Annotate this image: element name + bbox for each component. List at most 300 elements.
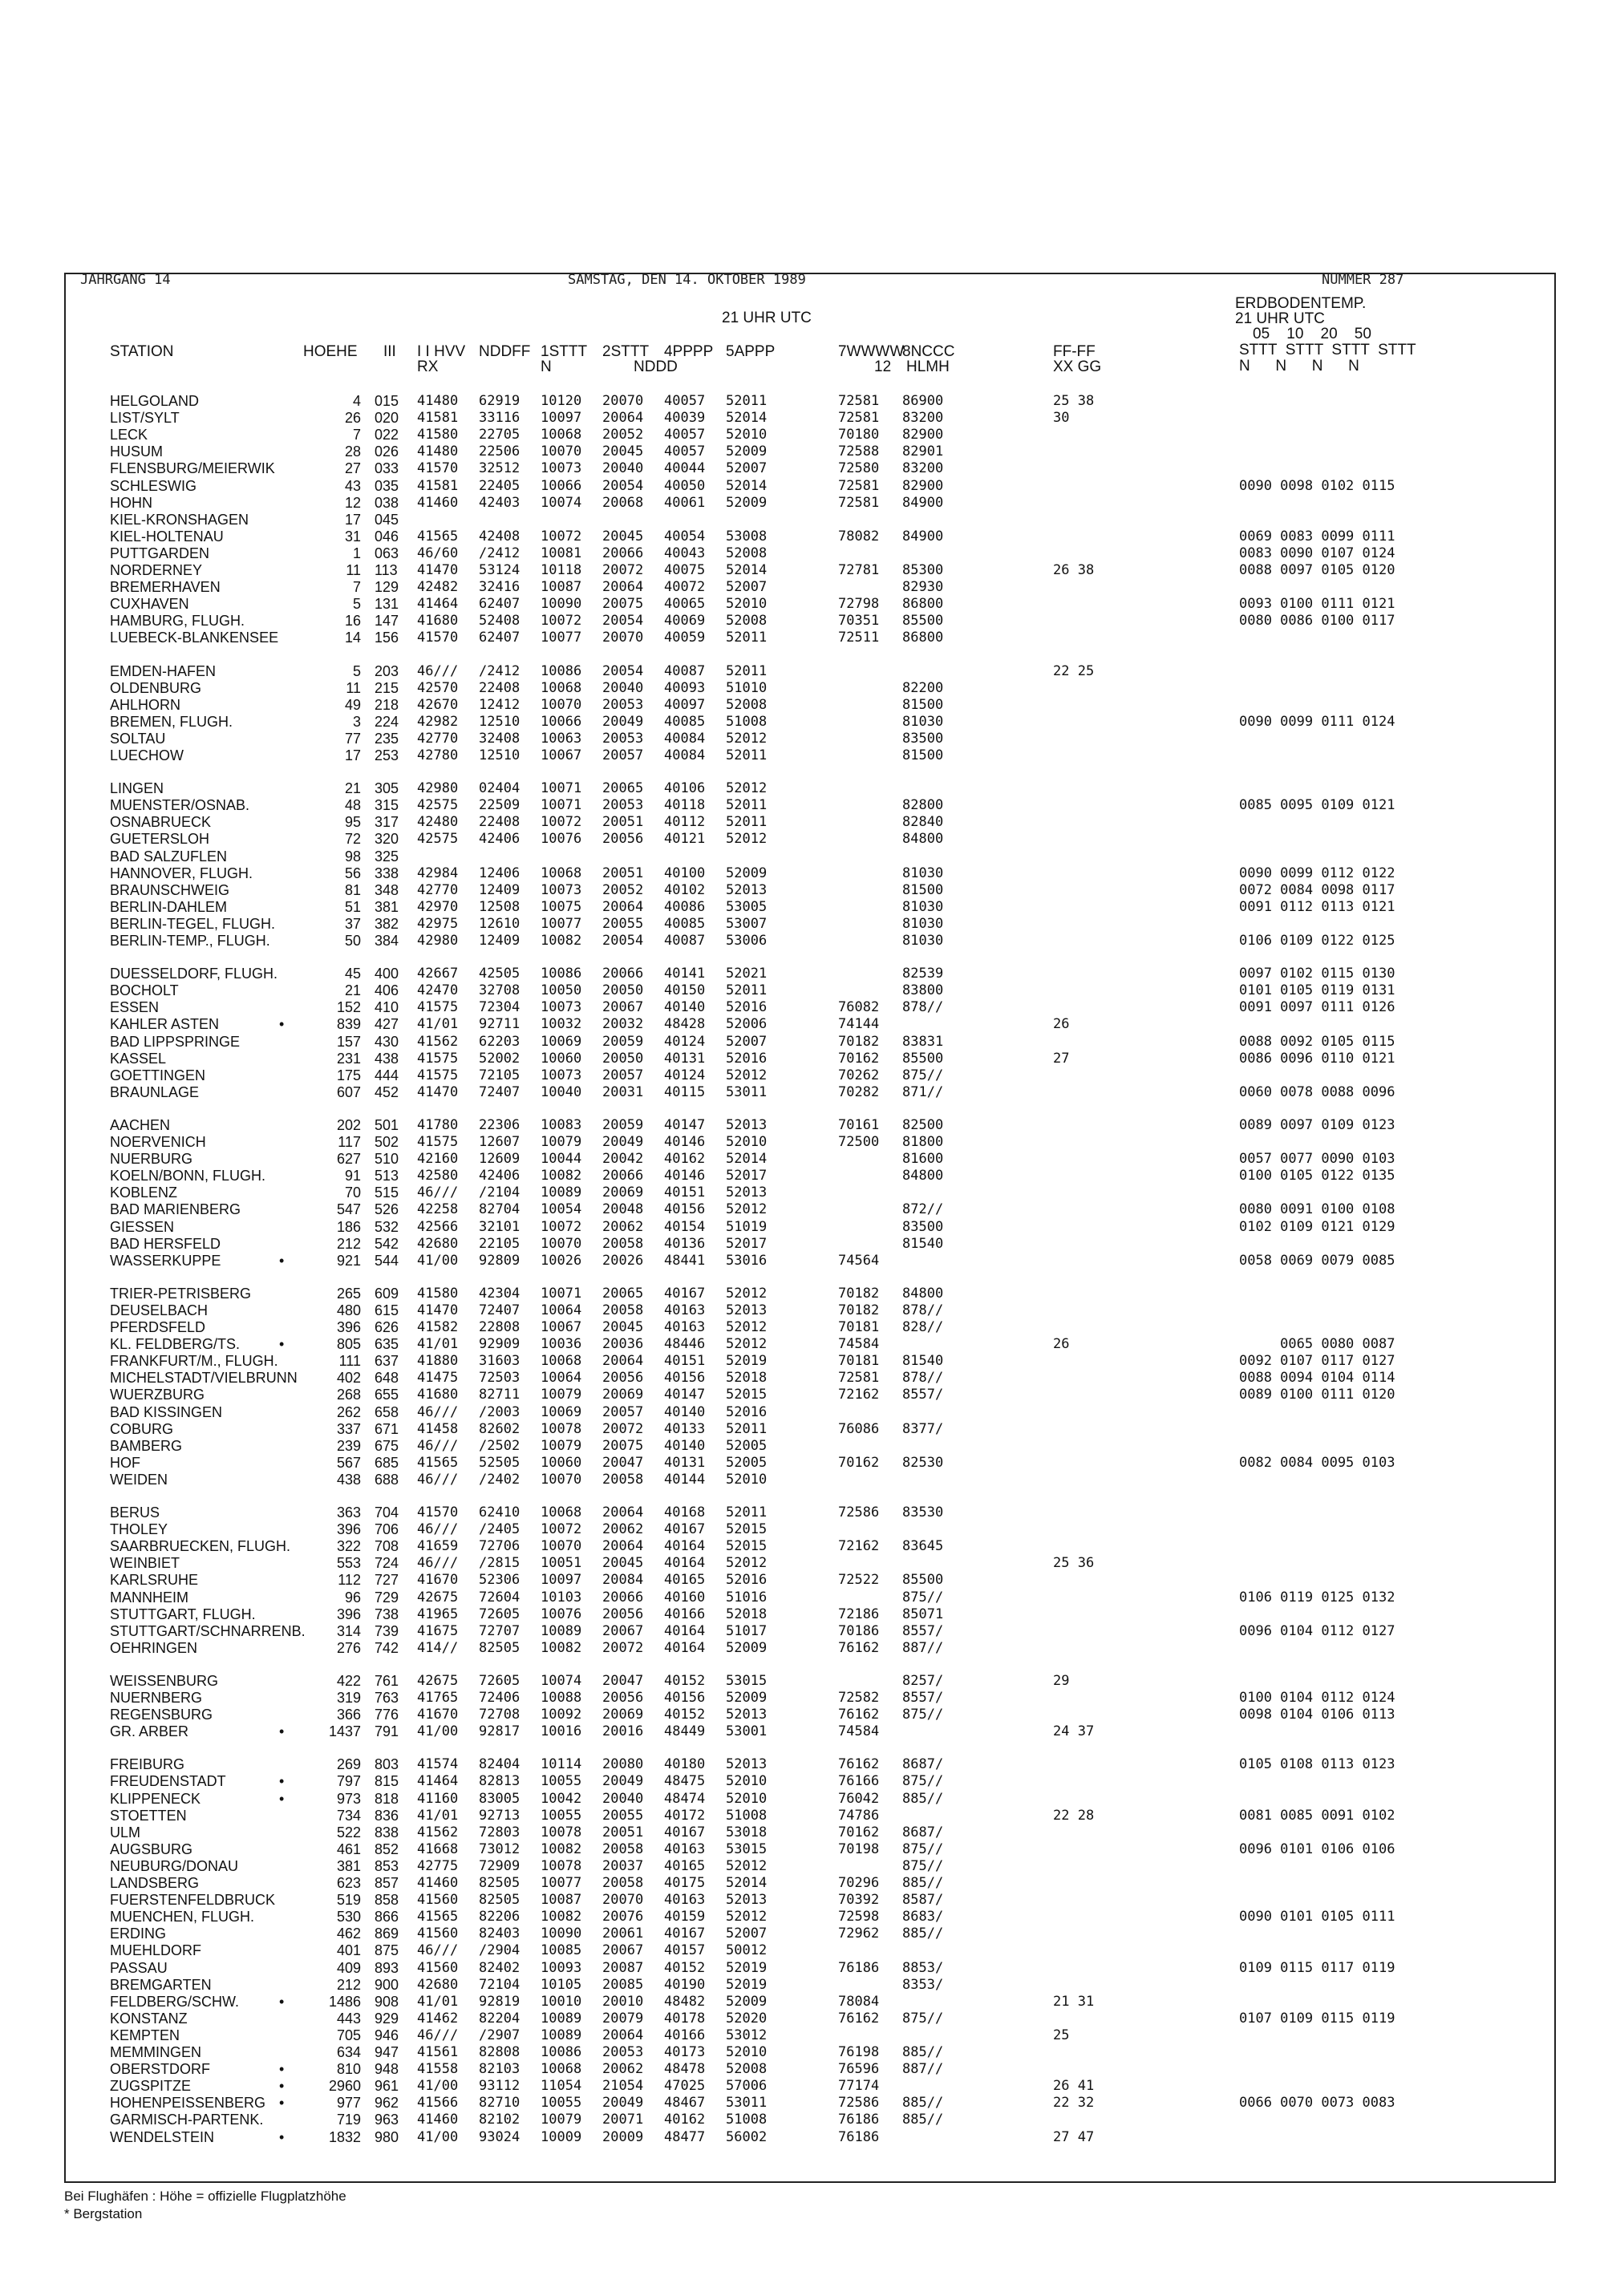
group-4pppp: 40069: [664, 613, 706, 630]
station-id: 430: [375, 1033, 399, 1050]
group-1sttt: 10118: [541, 562, 582, 578]
table-row: [0, 1791, 1604, 1807]
table-row: [0, 747, 1604, 763]
table-row: [0, 2027, 1604, 2043]
group-soil-temp: 0105 0108 0113 0123: [1239, 1756, 1395, 1773]
group-2sttt: 20064: [602, 1353, 644, 1370]
group-soil-temp: 0107 0109 0115 0119: [1239, 2010, 1395, 2027]
group-4pppp: 40072: [664, 579, 706, 596]
group-5appp: 52012: [726, 1201, 768, 1218]
group-1sttt: 10082: [541, 1168, 582, 1184]
station-height: 21: [344, 780, 361, 797]
group-7wwww: 72588: [838, 443, 880, 460]
group-soil-temp: 0089 0097 0109 0123: [1239, 1116, 1395, 1133]
group-4pppp: 48475: [664, 1773, 706, 1790]
table-row: [0, 1942, 1604, 1958]
group-hvv: 41675: [417, 1622, 459, 1639]
group-4pppp: 40178: [664, 2010, 706, 2027]
group-4pppp: 40140: [664, 1403, 706, 1420]
group-2sttt: 20042: [602, 1151, 644, 1168]
group-1sttt: 10089: [541, 1622, 582, 1639]
table-row: [0, 1370, 1604, 1386]
group-8nccc: 86800: [902, 630, 944, 646]
mountain-marker: •: [279, 2061, 285, 2078]
group-hvv: 41581: [417, 410, 459, 427]
group-7wwww: 77174: [838, 2078, 880, 2095]
group-hvv: 46/60: [417, 545, 459, 561]
station-name: HELGOLAND: [110, 393, 200, 409]
station-height: 212: [336, 1976, 361, 1993]
table-row: [0, 1051, 1604, 1067]
group-nddff: /2502: [479, 1437, 520, 1454]
group-4pppp: 40159: [664, 1909, 706, 1925]
group-5appp: 52009: [726, 1639, 768, 1656]
group-5appp: 52016: [726, 999, 768, 1016]
group-nddff: 12409: [479, 933, 520, 949]
group-1sttt: 10042: [541, 1790, 582, 1807]
station-id: 739: [375, 1622, 399, 1639]
group-1sttt: 10070: [541, 1471, 582, 1488]
group-7wwww: 70162: [838, 1454, 880, 1471]
group-hvv: 42970: [417, 898, 459, 915]
group-7wwww: 70182: [838, 1302, 880, 1318]
group-1sttt: 10070: [541, 1235, 582, 1252]
group-soil-temp: 0086 0096 0110 0121: [1239, 1050, 1395, 1067]
table-row: [0, 1184, 1604, 1201]
group-1sttt: 10055: [541, 2095, 582, 2112]
group-soil-temp: 0090 0099 0112 0122: [1239, 865, 1395, 881]
group-2sttt: 20036: [602, 1336, 644, 1353]
group-4pppp: 40144: [664, 1471, 706, 1488]
station-id: 502: [375, 1134, 399, 1150]
station-name: AACHEN: [110, 1116, 171, 1133]
group-7wwww: 72586: [838, 2095, 880, 2112]
station-id: 852: [375, 1840, 399, 1857]
group-5appp: 52016: [726, 1572, 768, 1589]
station-id: 384: [375, 933, 399, 949]
group-1sttt: 10086: [541, 966, 582, 982]
group-1sttt: 10070: [541, 443, 582, 460]
station-id: 513: [375, 1168, 399, 1184]
group-5appp: 52012: [726, 730, 768, 747]
group-hvv: 42160: [417, 1151, 459, 1168]
group-1sttt: 10078: [541, 1420, 582, 1437]
table-row: [0, 1858, 1604, 1874]
group-1sttt: 10082: [541, 933, 582, 949]
group-nddff: 42406: [479, 1168, 520, 1184]
group-4pppp: 40164: [664, 1555, 706, 1572]
station-name: LANDSBERG: [110, 1875, 200, 1891]
station-height: 322: [336, 1538, 361, 1555]
group-nddff: 72605: [479, 1672, 520, 1689]
col-station: STATION: [110, 343, 174, 360]
group-4pppp: 40156: [664, 1370, 706, 1387]
station-id: 063: [375, 545, 399, 561]
group-hvv: 41480: [417, 443, 459, 460]
group-nddff: 22506: [479, 443, 520, 460]
group-1sttt: 10051: [541, 1555, 582, 1572]
group-1sttt: 10097: [541, 410, 582, 427]
group-nddff: 82102: [479, 2112, 520, 2128]
table-row: [0, 2112, 1604, 2128]
station-id: 026: [375, 443, 399, 460]
station-name: STOETTEN: [110, 1807, 187, 1824]
group-hvv: 46///: [417, 1437, 459, 1454]
group-1sttt: 10060: [541, 1050, 582, 1067]
group-nddff: /2412: [479, 545, 520, 561]
table-row: [0, 663, 1604, 679]
group-5appp: 53015: [726, 1840, 768, 1857]
group-soil-temp: 0060 0078 0088 0096: [1239, 1083, 1395, 1100]
station-height: 381: [336, 1857, 361, 1874]
group-5appp: 52010: [726, 1134, 768, 1150]
station-id: 501: [375, 1116, 399, 1133]
group-7wwww: 70392: [838, 1892, 880, 1909]
station-height: 70: [344, 1184, 361, 1201]
station-height: 396: [336, 1606, 361, 1622]
group-5appp: 52007: [726, 1925, 768, 1942]
table-row: [0, 528, 1604, 545]
group-hvv: 42675: [417, 1589, 459, 1606]
group-nddff: 73012: [479, 1840, 520, 1857]
group-4pppp: 40163: [664, 1319, 706, 1335]
group-hvv: 41575: [417, 1050, 459, 1067]
group-8nccc: 82200: [902, 679, 944, 696]
group-nddff: 72304: [479, 999, 520, 1016]
table-row: [0, 478, 1604, 494]
group-2sttt: 20087: [602, 1959, 644, 1976]
table-row: [0, 1606, 1604, 1622]
station-height: 719: [336, 2112, 361, 2128]
group-hvv: 41460: [417, 1875, 459, 1891]
group-5appp: 52014: [726, 1875, 768, 1891]
station-height: 921: [336, 1252, 361, 1269]
station-id: 320: [375, 831, 399, 848]
table-row: [0, 1336, 1604, 1352]
station-id: 869: [375, 1925, 399, 1942]
station-id: 532: [375, 1218, 399, 1235]
group-7wwww: 70282: [838, 1083, 880, 1100]
group-5appp: 51010: [726, 679, 768, 696]
station-id: 900: [375, 1976, 399, 1993]
group-hvv: 42470: [417, 982, 459, 999]
group-hvv: 41765: [417, 1690, 459, 1706]
volume-label: JAHRGANG 14: [80, 272, 171, 288]
group-hvv: 41/01: [417, 1993, 459, 2010]
group-2sttt: 20049: [602, 1134, 644, 1150]
table-row: [0, 1253, 1604, 1269]
station-name: KIEL-KRONSHAGEN: [110, 511, 249, 528]
group-2sttt: 20054: [602, 613, 644, 630]
group-4pppp: 40190: [664, 1976, 706, 1993]
station-id: 738: [375, 1606, 399, 1622]
station-height: 7: [352, 579, 361, 596]
group-2sttt: 20069: [602, 1387, 644, 1403]
group-2sttt: 20068: [602, 494, 644, 511]
station-id: 046: [375, 528, 399, 545]
table-row: [0, 780, 1604, 796]
group-1sttt: 10071: [541, 797, 582, 814]
table-row: [0, 2095, 1604, 2111]
group-nddff: 82505: [479, 1875, 520, 1891]
group-1sttt: 10075: [541, 898, 582, 915]
group-nddff: 82704: [479, 1201, 520, 1218]
station-id: 317: [375, 814, 399, 831]
table-row: [0, 1016, 1604, 1032]
group-5appp: 52013: [726, 1302, 768, 1318]
group-2sttt: 20054: [602, 662, 644, 679]
group-7wwww: 74584: [838, 1723, 880, 1740]
group-ff: 27 47: [1053, 2128, 1095, 2145]
table-row: [0, 2061, 1604, 2077]
group-5appp: 52013: [726, 1116, 768, 1133]
group-1sttt: 10090: [541, 596, 582, 613]
group-2sttt: 20047: [602, 1454, 644, 1471]
group-ff: 25 38: [1053, 393, 1095, 409]
group-2sttt: 20070: [602, 630, 644, 646]
group-hvv: 41560: [417, 1925, 459, 1942]
group-1sttt: 10069: [541, 1033, 582, 1050]
group-8nccc: 875//: [902, 1707, 944, 1723]
station-name: TRIER-PETRISBERG: [110, 1285, 252, 1302]
table-row: [0, 1538, 1604, 1554]
group-4pppp: 40057: [664, 427, 706, 443]
group-hvv: 41561: [417, 2044, 459, 2060]
group-2sttt: 20040: [602, 679, 644, 696]
table-row: [0, 697, 1604, 713]
station-id: 626: [375, 1319, 399, 1335]
group-hvv: 42482: [417, 579, 459, 596]
group-5appp: 52017: [726, 1168, 768, 1184]
group-2sttt: 20062: [602, 2061, 644, 2078]
group-2sttt: 20065: [602, 1285, 644, 1302]
col-1sttt: 1STTT: [541, 343, 588, 360]
station-height: 31: [344, 528, 361, 545]
station-height: 314: [336, 1622, 361, 1639]
group-5appp: 53011: [726, 2095, 768, 2112]
group-hvv: 41480: [417, 393, 459, 409]
station-height: 12: [344, 494, 361, 511]
group-hvv: 41562: [417, 1824, 459, 1840]
station-id: 452: [375, 1083, 399, 1100]
mountain-marker: •: [279, 2078, 285, 2095]
group-4pppp: 40167: [664, 1925, 706, 1942]
group-soil-temp: 0065 0080 0087: [1239, 1336, 1395, 1353]
group-4pppp: 40151: [664, 1353, 706, 1370]
station-id: 131: [375, 596, 399, 613]
station-name: AHLHORN: [110, 696, 181, 713]
group-soil-temp: 0066 0070 0073 0083: [1239, 2095, 1395, 2112]
group-nddff: /2402: [479, 1471, 520, 1488]
group-8nccc: 81500: [902, 881, 944, 898]
station-height: 26: [344, 410, 361, 427]
table-row: [0, 1421, 1604, 1437]
group-7wwww: 74564: [838, 1252, 880, 1269]
station-height: 2960: [328, 2078, 361, 2095]
station-name: MUENSTER/OSNAB.: [110, 797, 250, 814]
group-nddff: /2815: [479, 1555, 520, 1572]
group-7wwww: 70182: [838, 1285, 880, 1302]
group-7wwww: 76186: [838, 1959, 880, 1976]
group-4pppp: 40121: [664, 831, 706, 848]
group-nddff: 12406: [479, 865, 520, 881]
group-nddff: 22808: [479, 1319, 520, 1335]
group-8nccc: 81030: [902, 713, 944, 730]
station-height: 337: [336, 1420, 361, 1437]
group-nddff: 32512: [479, 460, 520, 477]
group-5appp: 52012: [726, 1067, 768, 1083]
group-nddff: 42406: [479, 831, 520, 848]
station-height: 81: [344, 881, 361, 898]
group-hvv: 46///: [417, 1471, 459, 1488]
group-5appp: 52011: [726, 797, 768, 814]
group-5appp: 52012: [726, 780, 768, 797]
group-2sttt: 20070: [602, 1892, 644, 1909]
station-name: OEHRINGEN: [110, 1639, 198, 1656]
station-height: 797: [336, 1773, 361, 1790]
group-5appp: 52012: [726, 1285, 768, 1302]
group-2sttt: 20085: [602, 1976, 644, 1993]
group-7wwww: 70351: [838, 613, 880, 630]
group-4pppp: 40136: [664, 1235, 706, 1252]
group-4pppp: 40152: [664, 1959, 706, 1976]
group-1sttt: 10079: [541, 1134, 582, 1150]
station-id: 729: [375, 1589, 399, 1606]
table-row: [0, 1521, 1604, 1537]
group-8nccc: 885//: [902, 1925, 944, 1942]
group-8nccc: 875//: [902, 1773, 944, 1790]
station-height: 50: [344, 933, 361, 949]
station-id: 908: [375, 1993, 399, 2010]
table-row: [0, 1925, 1604, 1942]
group-1sttt: 10078: [541, 1824, 582, 1840]
group-hvv: 42566: [417, 1218, 459, 1235]
group-hvv: 41464: [417, 1773, 459, 1790]
group-nddff: 72105: [479, 1067, 520, 1083]
station-id: 544: [375, 1252, 399, 1269]
station-id: 156: [375, 630, 399, 646]
table-row: [0, 512, 1604, 528]
station-height: 810: [336, 2061, 361, 2078]
table-row: [0, 814, 1604, 830]
group-1sttt: 10074: [541, 494, 582, 511]
group-5appp: 53015: [726, 1672, 768, 1689]
group-8nccc: 81030: [902, 865, 944, 881]
station-height: 443: [336, 2010, 361, 2027]
station-height: 212: [336, 1235, 361, 1252]
station-name: EMDEN-HAFEN: [110, 662, 217, 679]
group-2sttt: 20053: [602, 730, 644, 747]
group-1sttt: 10074: [541, 1672, 582, 1689]
group-nddff: 92809: [479, 1252, 520, 1269]
station-id: 893: [375, 1959, 399, 1976]
group-1sttt: 10066: [541, 477, 582, 494]
group-4pppp: 48467: [664, 2095, 706, 2112]
station-id: 929: [375, 2010, 399, 2027]
group-2sttt: 20009: [602, 2128, 644, 2145]
group-5appp: 51008: [726, 713, 768, 730]
group-hvv: 46///: [417, 2027, 459, 2043]
mountain-marker: •: [279, 1723, 285, 1740]
group-5appp: 51016: [726, 1589, 768, 1606]
group-7wwww: 72581: [838, 410, 880, 427]
group-5appp: 52017: [726, 1235, 768, 1252]
group-hvv: 41570: [417, 1504, 459, 1521]
station-name: SCHLESWIG: [110, 477, 197, 494]
group-2sttt: 20061: [602, 1925, 644, 1942]
station-height: 28: [344, 443, 361, 460]
station-name: NEUBURG/DONAU: [110, 1857, 239, 1874]
group-nddff: 82404: [479, 1756, 520, 1773]
group-hvv: 42980: [417, 780, 459, 797]
group-1sttt: 10089: [541, 1184, 582, 1201]
station-name: BAD HERSFELD: [110, 1235, 221, 1252]
group-ff: 22 32: [1053, 2095, 1095, 2112]
group-8nccc: 81030: [902, 933, 944, 949]
group-8nccc: 8557/: [902, 1622, 944, 1639]
table-row: [0, 562, 1604, 578]
group-8nccc: 828//: [902, 1319, 944, 1335]
station-name: KAHLER ASTEN: [110, 1016, 220, 1033]
station-height: 202: [336, 1116, 361, 1133]
group-hvv: 41580: [417, 427, 459, 443]
group-2sttt: 20049: [602, 1773, 644, 1790]
group-hvv: 42775: [417, 1857, 459, 1874]
group-nddff: 82808: [479, 2044, 520, 2060]
group-hvv: 41581: [417, 477, 459, 494]
group-8nccc: 8587/: [902, 1892, 944, 1909]
station-name: LECK: [110, 427, 148, 443]
table-row: [0, 1977, 1604, 1993]
station-id: 400: [375, 966, 399, 982]
group-4pppp: 40180: [664, 1756, 706, 1773]
station-id: 515: [375, 1184, 399, 1201]
group-2sttt: 20075: [602, 1437, 644, 1454]
group-2sttt: 20066: [602, 1168, 644, 1184]
group-2sttt: 20064: [602, 1538, 644, 1555]
group-4pppp: 40163: [664, 1302, 706, 1318]
group-1sttt: 10036: [541, 1336, 582, 1353]
group-8nccc: 8557/: [902, 1690, 944, 1706]
group-soil-temp: 0082 0084 0095 0103: [1239, 1454, 1395, 1471]
group-nddff: 72406: [479, 1690, 520, 1706]
group-8nccc: 83200: [902, 460, 944, 477]
group-8nccc: 83500: [902, 1218, 944, 1235]
group-hvv: 41565: [417, 1454, 459, 1471]
station-id: 035: [375, 477, 399, 494]
group-1sttt: 10068: [541, 2061, 582, 2078]
station-height: 366: [336, 1707, 361, 1723]
group-8nccc: 875//: [902, 2010, 944, 2027]
station-height: 48: [344, 797, 361, 814]
mountain-marker: •: [279, 2095, 285, 2112]
station-height: 11: [346, 562, 361, 578]
col-4pppp: 4PPPP: [664, 343, 714, 360]
station-id: 438: [375, 1050, 399, 1067]
group-7wwww: 78084: [838, 1993, 880, 2010]
group-2sttt: 20069: [602, 1707, 644, 1723]
group-hvv: 41460: [417, 2112, 459, 2128]
table-row: [0, 999, 1604, 1015]
group-nddff: /2907: [479, 2027, 520, 2043]
group-1sttt: 10068: [541, 865, 582, 881]
group-5appp: 52012: [726, 831, 768, 848]
station-id: 818: [375, 1790, 399, 1807]
group-1sttt: 10066: [541, 713, 582, 730]
station-name: PFERDSFELD: [110, 1319, 206, 1335]
station-height: 607: [336, 1083, 361, 1100]
group-5appp: 52007: [726, 460, 768, 477]
